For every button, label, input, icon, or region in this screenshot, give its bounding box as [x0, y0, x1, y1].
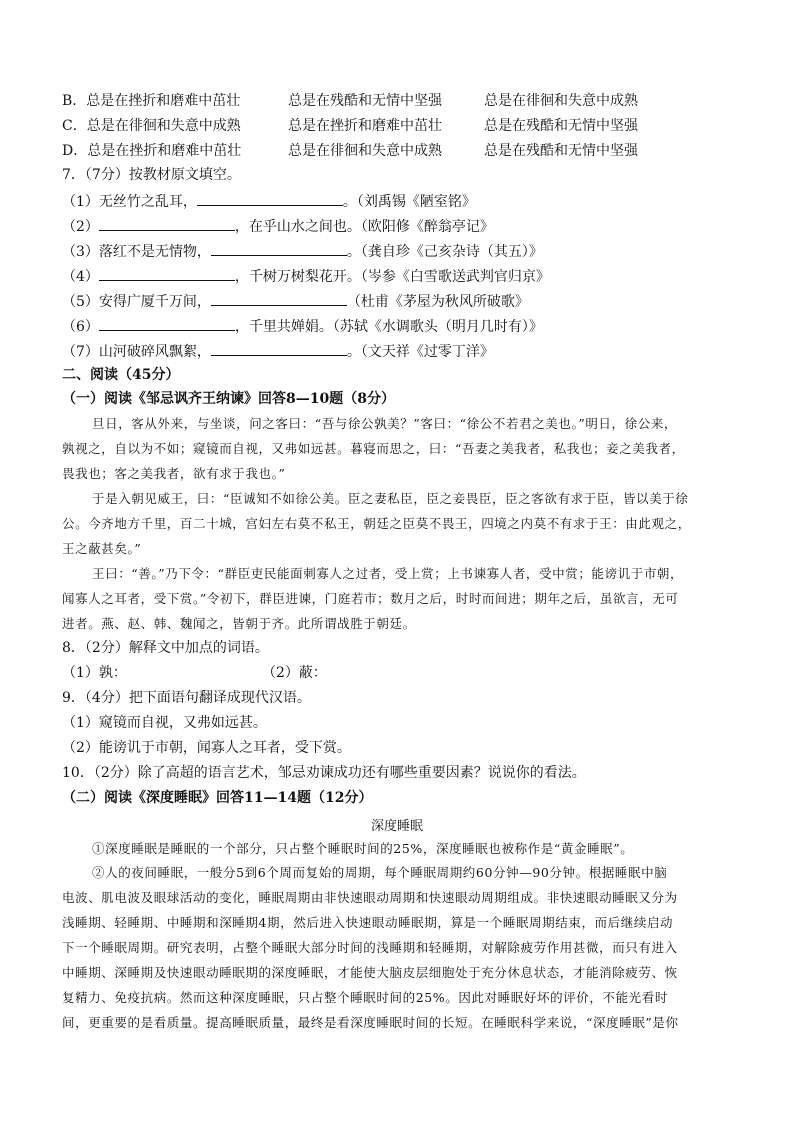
q7-item-7-pre: （7）山河破碎风飘絮， — [62, 344, 211, 360]
q7-item-6-post: ，千里共婵娟。（苏轼《水调歌头（明月几时有）》 — [234, 319, 543, 335]
passage2-line: ①深度睡眠是睡眠的一个部分，只占整个睡眠时间的25%，深度睡眠也被称作是“黄金睡眠”。 — [92, 841, 634, 856]
passage1-line: 王曰：“善。”乃下令：“群臣吏民能面刺寡人之过者，受上赏；上书谏寡人者，受中赏；能谤讥于市朝， — [92, 566, 684, 581]
passage1-line: 于是入朝见威王，曰：“臣诚知不如徐公美。臣之妻私臣，臣之妾畏臣，臣之客欲有求于臣，皆以美于徐 — [92, 491, 689, 506]
option-c-col1: C．总是在徘徊和失意中成熟 — [62, 118, 241, 134]
q7-item-2-blank — [99, 216, 235, 231]
q7-item-3-post: 。（龚自珍《己亥杂诗（其五）》 — [346, 244, 543, 260]
passage2-line: 浅睡期、轻睡期、中睡期和深睡期4期，然后进入快速眼动睡眠期，算是一个睡眠周期结束，而后继续启动 — [62, 915, 674, 930]
q7-title: 7．（7分）按教材原文填空。 — [62, 167, 241, 183]
option-d-col3: 总是在残酷和无情中坚强 — [484, 143, 638, 159]
q7-item-3-pre: （3）落红不是无情物， — [62, 244, 211, 260]
q7-item-7 — [62, 341, 494, 361]
q9-a: （1）窥镜而自视，又弗如远甚。 — [62, 715, 267, 731]
option-d-col1: D．总是在挫折和磨难中茁壮 — [62, 143, 242, 159]
q9-title: 9．（4分）把下面语句翻译成现代汉语。 — [62, 690, 311, 706]
passage1-line: 进者。燕、赵、韩、魏闻之，皆朝于齐。此所谓战胜于朝廷。 — [62, 616, 416, 631]
q7-item-4-post: ，千树万树梨花开。（岑参《白雪歌送武判官归京》 — [234, 269, 550, 285]
q9-b: （2）能谤讥于市朝，闻寡人之耳者，受下赏。 — [62, 740, 351, 756]
section-2-heading: 二、阅读（45分） — [62, 367, 180, 383]
q7-item-2-post: ，在乎山水之间也。（欧阳修《醉翁亭记》 — [234, 219, 494, 235]
q7-item-3 — [62, 241, 543, 261]
passage2-line: 中睡期、深睡期及快速眼动睡眠期的深度睡眠，才能使大脑皮层细胞处于充分休息状态，才能消除疲劳、恢 — [62, 965, 678, 980]
q7-item-4 — [62, 266, 550, 286]
passage2-line: ②人的夜间睡眠，一般分5到6个周而复始的周期，每个睡眠周期约60分钟—90分钟。根据睡眠中脑 — [92, 865, 668, 880]
q7-item-7-blank — [211, 341, 347, 356]
q7-item-7-post: 。（文天祥《过零丁洋》 — [346, 344, 494, 360]
q7-item-1 — [62, 191, 476, 211]
part-2-heading: （二）阅读《深度睡眠》回答11—14题（12分） — [62, 790, 373, 806]
option-b-col1: B．总是在挫折和磨难中茁壮 — [62, 93, 241, 109]
q7-item-1-blank — [197, 191, 343, 206]
q7-item-3-blank — [211, 241, 347, 256]
q7-item-6 — [62, 316, 543, 336]
option-b-col2: 总是在残酷和无情中坚强 — [288, 93, 442, 109]
q7-item-1-post: 。（刘禹锡《陋室铭》 — [342, 194, 476, 210]
passage2-line: 间，更重要的是看质量。提高睡眠质量，最终是看深度睡眠时间的长短。在睡眠科学来说，“深度睡眠”是你 — [62, 1015, 679, 1030]
q7-item-4-pre: （4） — [62, 269, 99, 285]
passage2-line: 复精力、免疫抗病。然而这种深度睡眠，只占整个睡眠时间的25%。因此对睡眠好坏的评价，不能光看时 — [62, 990, 668, 1005]
q7-item-4-blank — [99, 266, 235, 281]
part-1-heading: （一）阅读《邹忌讽齐王纳谏》回答8—10题（8分） — [62, 391, 395, 407]
q7-item-5-blank — [211, 291, 347, 306]
q7-item-2-pre: （2） — [62, 219, 99, 235]
q7-item-1-pre: （1）无丝竹之乱耳， — [62, 194, 197, 210]
q8-b: （2）蔽： — [262, 665, 327, 681]
q7-item-5-post: （杜甫《茅屋为秋风所破歌》 — [346, 294, 529, 310]
q7-item-5-pre: （5）安得广厦千万间， — [62, 294, 211, 310]
passage1-line: 王之蔽甚矣。” — [62, 541, 142, 556]
passage1-line: 旦日，客从外来，与坐谈，问之客曰：“吾与徐公孰美？”客曰：“徐公不若君之美也。”明日，徐公来， — [92, 416, 678, 431]
passage1-line: 畏我也；客之美我者，欲有求于我也。” — [62, 466, 286, 481]
option-c-col3: 总是在残酷和无情中坚强 — [484, 118, 638, 134]
q7-item-5 — [62, 291, 529, 311]
passage1-line: 公。今齐地方千里，百二十城，宫妇左右莫不私王，朝廷之臣莫不畏王，四境之内莫不有求于王：由此观之， — [62, 516, 691, 531]
q7-item-6-blank — [99, 316, 235, 331]
q10-title: 10．（2分）除了高超的语言艺术，邹忌劝谏成功还有哪些重要因素？说说你的看法。 — [62, 765, 586, 781]
q8-title: 8．（2分）解释文中加点的词语。 — [62, 640, 269, 656]
option-d-col2: 总是在徘徊和失意中成熟 — [288, 143, 442, 159]
option-c-col2: 总是在挫折和磨难中茁壮 — [288, 118, 442, 134]
passage2-line: 下一个睡眠周期。研究表明，占整个睡眠大部分时间的浅睡期和轻睡期，对解除疲劳作用甚微，而只有进入 — [62, 940, 678, 955]
q7-item-2 — [62, 216, 494, 236]
q8-a: （1）孰： — [62, 665, 127, 681]
passage2-title: 深度睡眠 — [370, 819, 423, 834]
q7-item-6-pre: （6） — [62, 319, 99, 335]
passage1-line: 闻寡人之耳者，受下赏。”令初下，群臣进谏，门庭若市；数月之后，时时而间进；期年之后，虽欲言，无可 — [62, 591, 679, 606]
passage2-line: 电波、肌电波及眼球活动的变化，睡眠周期由非快速眼动周期和快速眼动周期组成。非快速眼动睡眠又分为 — [62, 890, 678, 905]
option-b-col3: 总是在徘徊和失意中成熟 — [484, 93, 638, 109]
passage1-line: 孰视之，自以为不如；窥镜而自视，又弗如远甚。暮寝而思之，曰：“吾妻之美我者，私我也；妾之美我者， — [62, 441, 685, 456]
